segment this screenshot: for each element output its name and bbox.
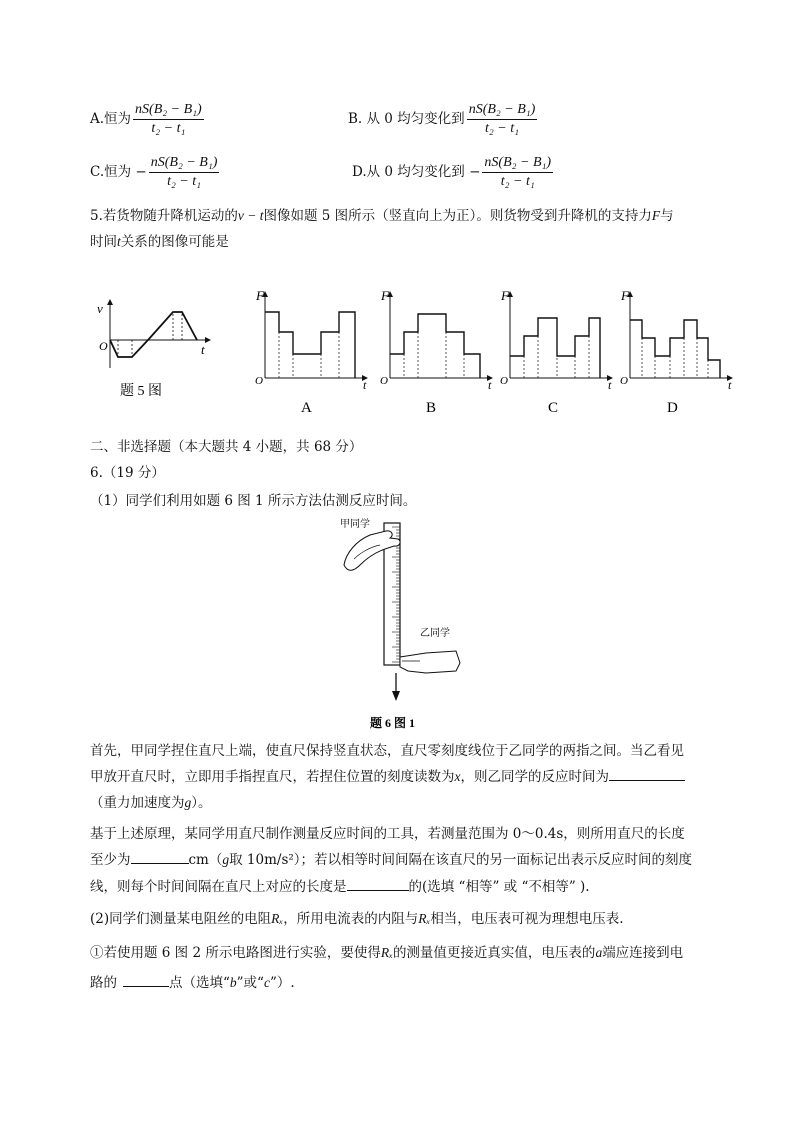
part2-Rx: Rₓ (418, 911, 431, 926)
sub1-line2 (90, 972, 295, 994)
ft-graph-d (620, 288, 732, 416)
option-b (348, 102, 537, 137)
option-b-denominator: t₂ − t₁ (485, 121, 519, 136)
ft-b-t: t (488, 378, 492, 392)
p1-x: x (454, 769, 461, 784)
ft-graph-c (500, 288, 612, 416)
sub1-text: 点（选填“ (169, 975, 230, 991)
q5-F: F (651, 208, 661, 223)
sub1-line1 (90, 942, 683, 964)
option-d-denominator: t₂ − t₁ (500, 174, 535, 189)
fig6-label-yi: 乙同学 (420, 628, 450, 639)
p1-text: （重力加速度为 (90, 795, 185, 811)
section2-heading: 二、非选择题（本大题共 4 小题，共 68 分） (90, 439, 363, 455)
fig5-caption: 题 5 图 (120, 384, 162, 399)
p2-text: 取 10m/s²）；若以相等时间间隔在该直尺的另一面标记出表示反应时间的刻度 (229, 852, 693, 868)
vt-label-t: t (201, 342, 205, 357)
sub1-text: ”或“ (236, 975, 264, 991)
part2-Rx: Rₓ (271, 911, 284, 926)
q5-t: t (117, 234, 121, 249)
answer-blank-2[interactable] (131, 849, 189, 864)
down-arrow-icon (392, 691, 400, 701)
p1-text: ，则乙同学的反应时间为 (460, 769, 609, 785)
option-c (90, 155, 219, 190)
q5-text: 图像如题 5 图所示（竖直向上为正）。则货物受到升降机的支持力 (263, 208, 652, 224)
ft-graph-a (255, 288, 367, 416)
sub1-Rx: Rₓ (380, 945, 393, 960)
vt-label-o: O (99, 339, 108, 353)
part2-text: (2)同学们测量某电阻丝的电阻 (90, 911, 272, 927)
option-d-fraction (482, 155, 553, 190)
p1-text: 甲放开直尺时，立即用手指捏直尺，若捏住位置的刻度读数为 (90, 769, 455, 785)
p1-line3 (90, 792, 212, 814)
option-c-denominator: t₂ − t₁ (167, 174, 202, 189)
ft-c-F: F (501, 288, 509, 303)
sub1-text: ”）. (269, 975, 295, 991)
option-a-numerator: nS(B₂ − B₁) (133, 102, 204, 120)
p2-line3 (90, 876, 590, 898)
p2-line1: 基于上述原理，某同学用直尺制作测量反应时间的工具，若测量范围为 0～0.4s，则所用直尺的长度 (90, 826, 685, 842)
sub1-text: 的测量值更接近真实值，电压表的 (392, 945, 596, 961)
ft-a-F: F (256, 288, 264, 303)
p2-text: 至少为 (90, 852, 131, 868)
p1-line2 (90, 766, 685, 788)
p2-text: cm（ (188, 852, 223, 868)
option-d-numerator: nS(B₂ − B₁) (482, 155, 553, 173)
p1-line1: 首先，甲同学捏住直尺上端，使直尺保持竖直状态，直尺零刻度线位于乙同学的两指之间。当乙看见 (90, 743, 684, 759)
option-c-fraction (149, 155, 220, 190)
option-a-prefix: A.恒为 (90, 111, 132, 127)
ft-a-t: t (363, 378, 367, 392)
q5-figures (85, 280, 735, 425)
sub1-b: b (229, 975, 237, 990)
answer-blank-3[interactable] (347, 876, 409, 891)
ft-d-O: O (620, 375, 628, 387)
option-a-denominator: t₂ − t₁ (151, 121, 186, 136)
q5-text: 时间 (90, 234, 117, 250)
option-d-prefix: D.从 0 均匀变化到 − (352, 164, 481, 180)
p2-text: 的(选填 “相等” 或 “不相等” ). (408, 879, 590, 895)
sub1-a: a (595, 945, 603, 960)
ft-d-F: F (621, 288, 629, 303)
sub1-text: 端应连接到电 (602, 945, 684, 961)
part2-text: ，所用电流表的内阻与 (283, 911, 419, 927)
option-a (90, 102, 204, 137)
option-d (352, 155, 553, 190)
option-b-fraction (467, 102, 538, 137)
ft-b-F: F (381, 288, 389, 303)
ft-graph-label-a: A (301, 400, 312, 416)
ft-c-t: t (608, 378, 612, 392)
p2-line2 (90, 849, 692, 871)
option-a-fraction (133, 102, 204, 137)
p1-text: ）。 (191, 795, 212, 811)
ft-b-O: O (380, 375, 388, 387)
q5-text: 5.若货物随升降机运动的 (90, 208, 238, 224)
part2-line (90, 908, 624, 930)
q5-text: 与 (660, 208, 674, 224)
q5-line2 (90, 231, 229, 253)
ft-graph-label-d: D (667, 400, 678, 416)
p2-text: 线，则每个时间间隔在直尺上对应的长度是 (90, 879, 347, 895)
option-b-prefix: B. 从 0 均匀变化到 (348, 111, 465, 127)
option-c-prefix: C.恒为 − (90, 164, 147, 180)
p1-g: g (184, 795, 192, 810)
ft-graph-label-b: B (426, 400, 437, 416)
sub1-text: ①若使用题 6 图 2 所示电路图进行实验，要使得 (90, 945, 381, 961)
ft-a-O: O (255, 375, 263, 387)
q5-line1 (90, 205, 674, 227)
part2-text: 相当，电压表可视为理想电压表. (430, 911, 624, 927)
ft-graph-label-c: C (548, 400, 559, 416)
vt-graph (97, 300, 210, 399)
vt-curve (110, 312, 197, 357)
ft-graph-b (380, 288, 492, 416)
fig6-label-jia: 甲同学 (340, 519, 370, 530)
sub1-text: 路的 (90, 975, 117, 991)
vt-label-v: v (97, 301, 103, 316)
fig6-1 (330, 515, 480, 740)
ft-c-O: O (500, 375, 508, 387)
q5-vt: v − t (237, 208, 264, 223)
hand-lower (400, 651, 460, 673)
sub1-c: c (263, 975, 270, 990)
ft-d-t: t (728, 378, 732, 392)
answer-blank-1[interactable] (609, 766, 685, 781)
fig6-caption: 题 6 图 1 (370, 716, 416, 730)
p2-g: g (222, 852, 230, 867)
q6-part1-intro: （1）同学们利用如题 6 图 1 所示方法估测反应时间。 (90, 493, 417, 509)
q6-title: 6.（19 分） (90, 465, 165, 481)
q5-text: 关系的图像可能是 (120, 234, 229, 250)
option-b-numerator: nS(B₂ − B₁) (467, 102, 538, 120)
answer-blank-4[interactable] (123, 972, 169, 987)
option-c-numerator: nS(B₂ − B₁) (149, 155, 220, 173)
